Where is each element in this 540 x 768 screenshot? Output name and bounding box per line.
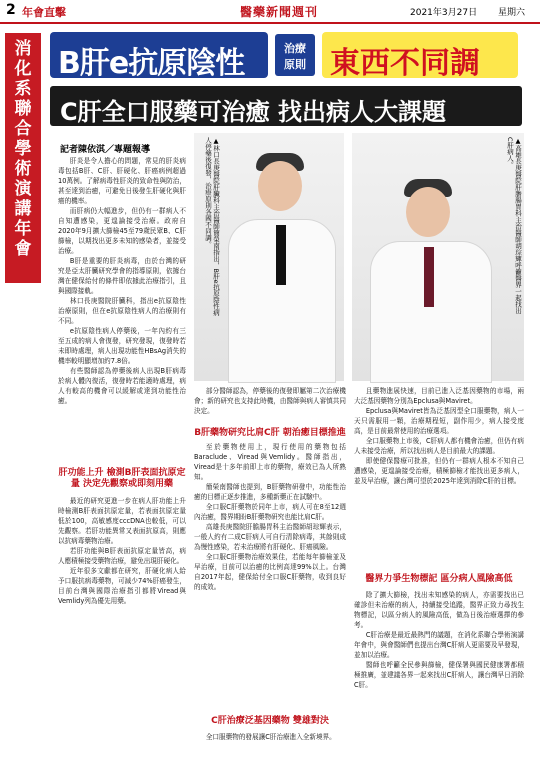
- article-column-1: [58, 156, 186, 464]
- paragraph: 全口服C肝藥物治療效果佳，若能每年篩檢並及早治療，目前可以治癒的比例高達99%以上。台灣自2017年起，健保給付全口服C肝藥物，收到良好的成效。: [194, 553, 346, 591]
- photo-caption-left: ▲林口長庚醫院肝臟科主治醫師簡榮南指出，B肝e抗原陰性病人停藥後復發，治療原則各國不同調。: [204, 137, 220, 316]
- paragraph: 林口長庚醫院肝臟科，指出e抗原陰性治療原則，但在e抗原陰性病人的治療則有不同。: [58, 297, 186, 325]
- side-banner: [5, 33, 41, 283]
- paragraph: 至於藥物使用上，現行使用的藥物包括Baraclude、Viread與Vemlidy。醫師指出，Viread是十多年前即上市的藥物，療效已為人所熟知。: [194, 443, 346, 481]
- doctor-photo-left: [194, 133, 344, 381]
- article-column-1b: [58, 496, 186, 762]
- page-number: 2: [6, 2, 16, 18]
- headline-left: B肝e抗原陰性: [58, 46, 245, 81]
- headline-right: 東西不同調: [330, 46, 480, 81]
- paragraph: 高雄長庚醫院肝膽腸胃科主治醫師胡琮輝表示，一般人約有二成C肝病人可自行清除病毒，其餘則成為慢性感染，若未治療將有肝硬化、肝癌風險。: [194, 523, 346, 551]
- badge-line-2: 原則: [284, 58, 306, 71]
- headline-badge: [275, 34, 315, 76]
- issue-date: 2021年3月27日: [410, 8, 478, 18]
- tie-shape: [424, 247, 434, 307]
- paragraph: 部分醫師認為，停藥後的復發即屬第二次治療機會；新的研究也支持此時機，由醫師與病人審慎共同決定。: [194, 387, 346, 415]
- paragraph: 而肝病仍大幅進步，但仍有一群病人不自知遭感染，更遑論接受治療。政府自2020年9月擴大篩檢45至79歲民眾B、C肝篩檢，以期找出更多未知的感染者，並接受治療。: [58, 207, 186, 255]
- subheading-4: 醫界力爭生物標記 區分病人風險高低: [365, 574, 513, 584]
- issue-weekday: 星期六: [498, 8, 526, 18]
- paragraph: 全口服C肝藥物於同年上市，病人可在8至12週內治癒，醫界期盼B肝藥物研究也能比肩C肝。: [194, 503, 346, 521]
- paragraph: 肝炎是令人擔心的問題，常見的肝炎病毒包括B肝、C肝、肝硬化、肝癌病例超過10萬例。了解病毒性肝炎的致命性與防治，甚至達到治癒，可避免日後發生肝硬化與肝癌的機率。: [58, 157, 186, 205]
- subheadline-box: [50, 86, 522, 126]
- subheading-1: 肝功能上升 檢測B肝表面抗原定量 決定先觀察或即刻用藥: [58, 468, 186, 489]
- article-column-2a: [194, 386, 346, 426]
- paragraph: C肝治療是最近最熱門的議題，在消化系聯合學術演講年會中，與會醫師們也提出台灣C肝病人更需要及早發現，並加以治療。: [354, 631, 524, 659]
- byline: 記者陳依淇／專題報導: [60, 145, 151, 155]
- paragraph: 全口服藥物上市後，C肝病人都有機會治癒，但仍有病人未接受治療，所以找出病人是目前最大的課題。: [354, 437, 524, 455]
- tie-shape: [276, 225, 286, 285]
- paragraph: 全口服藥物的發展讓C肝治療進入全新境界。: [205, 733, 336, 741]
- paragraph: 若肝功能與B肝表面抗原定量皆高，病人應積極接受藥物治療，避免出現肝硬化。: [58, 547, 186, 565]
- paragraph: 除了擴大篩檢，找出未知感染的病人，亦需要找出已確診但未治療的病人，持續接受追蹤，醫界正致力尋找生物標記，以區分病人的風險高低，做為日後治療選擇的參考。: [354, 591, 524, 629]
- head-shape: [258, 161, 302, 211]
- paragraph: 最近的研究更進一步在病人肝功能上升時檢測B肝表面抗原定量，若表面抗原定量低於100，高敏感度cccDNA也較低，可以先觀察。若肝功能異常又表面抗原高，則應以抗病毒藥物治療。: [58, 497, 186, 545]
- badge-line-1: 治療: [284, 42, 306, 55]
- subheading-2: B肝藥物研究比肩C肝 朝治癒目標推進: [194, 428, 346, 438]
- article-column-3b: [354, 590, 524, 762]
- headline-left-box: [50, 32, 268, 81]
- section-title: 年會直擊: [22, 6, 66, 19]
- subheading-3: C肝治療泛基因藥物 雙雄對決: [211, 716, 329, 726]
- headline-right-box: [322, 32, 518, 81]
- photo-caption-right: ▲高雄長庚醫院肝膽腸胃科主治醫師胡琮輝呼籲醫界一起找出C肝病人。: [506, 137, 522, 314]
- publication-title: 醫藥新聞週刊: [240, 5, 319, 19]
- page-header: [0, 0, 540, 24]
- side-banner-text: 消化系聯合學術演講年會: [14, 39, 32, 259]
- article-column-2c: [194, 732, 346, 762]
- paragraph: 即使健保醫療可批准，但仍有一群病人根本不知自己遭感染，更遑論接受治療，積極篩檢才能找出更多病人，並及早治療，讓台灣可望於2025年達到消除C肝的目標。: [354, 457, 524, 485]
- doctor-photo-right: [352, 133, 524, 381]
- head-shape: [406, 187, 450, 237]
- paragraph: Epclusa與Maviret皆為泛基因型全口服藥物，病人一天只需服用一顆，治療期程短，副作用少，病人接受度高，是目前最常使用的治療選項。: [354, 407, 524, 435]
- paragraph: 且藥物進展快速，目前已進入泛基因藥物的市場，兩大泛基因藥物分別為Epclusa與Maviret。: [354, 387, 524, 405]
- article-column-2b: [194, 442, 346, 710]
- article-column-3a: [354, 386, 524, 558]
- paragraph: 醫師也呼籲全民參與篩檢，健保署與國民健康署都積極推廣，並建議各界一起來找出C肝病人，讓台灣早日消除C肝。: [354, 661, 524, 689]
- paragraph: B肝是重要的肝炎病毒，由於台灣的研究是亞太肝臟研究學會的指導原則，依據台灣在健保給付的條件即依據此治療指引，且與國際接軌。: [58, 257, 186, 295]
- paragraph: 近年很多文獻都在研究，肝硬化病人給予口服抗病毒藥物，可減少74%肝癌發生，目前台灣與國際治療指引都將Viread與Vemlidy列為優先用藥。: [58, 567, 186, 605]
- paragraph: e抗原陰性病人停藥後，一年內約有三至五成的病人會復發，研究發現，復發時若未即時處理，病人出現功能性HBsAg消失的機率較明顯增加約7.8倍。: [58, 327, 186, 365]
- subheadline: C肝全口服藥可治癒 找出病人大課題: [60, 98, 446, 126]
- paragraph: 簡榮南醫師也提到，B肝藥物研發中，功能性治癒的目標正逐步推進，多種新藥正在試驗中。: [194, 483, 346, 501]
- paragraph: 有些醫師認為停藥後病人出現B肝病毒於病人體內復活，復發時若能適時處理，病人有較高的機會可以緩解或達到功能性治癒。: [58, 367, 186, 405]
